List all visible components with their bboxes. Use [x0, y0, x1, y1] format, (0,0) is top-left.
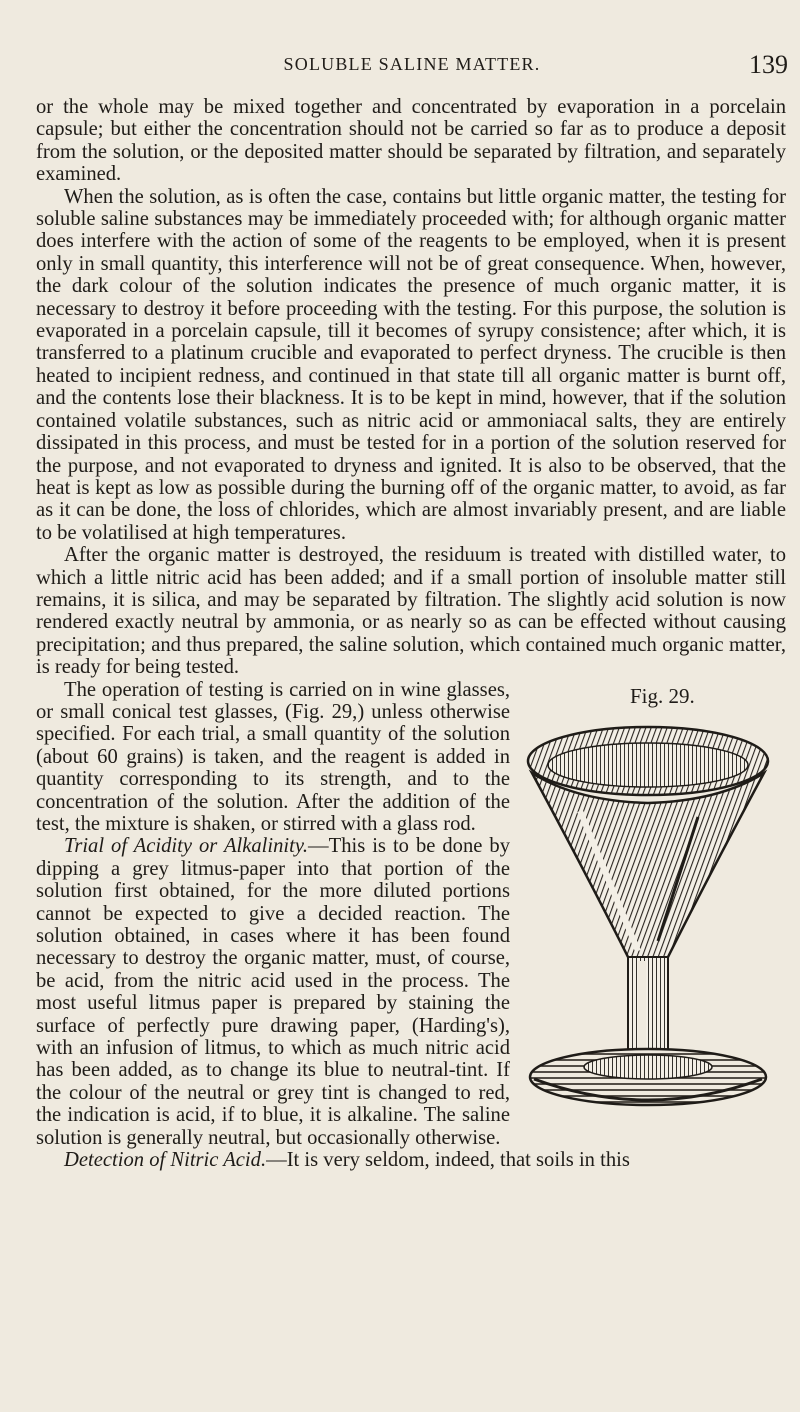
running-head: SOLUBLE SALINE MATTER. — [283, 54, 541, 74]
trial-heading: Trial of Acidity or Alkalinity. — [64, 835, 309, 858]
page-number: 139 — [749, 50, 788, 79]
figure-29 — [520, 685, 790, 1123]
detection-text: —It is very seldom, indeed, that soils in this — [266, 1149, 630, 1172]
trial-text: —This is to be done by dipping a grey litmus-paper into that portion of the solution first obtained, for the more diluted portions cannot be expected to give a decided reaction. The solution obtained, in cases where it has been found necessary to destroy the organic matter, must, of course, be acid, from the nitric acid used in the process. The most useful litmus paper is prepared by staining the surface of perfectly pure drawing paper, (Harding's), with an infusion of litmus, to which as much nitric acid has been added, as to change its blue to neutral-tint. If the colour of the neutral or grey tint is changed to red, the indication is acid, if to blue, it is alkaline. The saline solution is generally neutral, but occasionally otherwise. — [36, 835, 510, 1149]
paragraph: After the organic matter is destroyed, the residuum is treated with distilled water, to which a little nitric acid has been added; and if a small portion of insoluble matter still remains, it is silica, and may be separated by filtration. The slightly acid solution is now rendered exactly neutral by ammonia, or as nearly so as can be effected without causing precipitation; and thus prepared, the saline solution, which contained much organic matter, is ready for being tested. — [36, 544, 786, 679]
page-header — [36, 50, 788, 84]
detection-heading: Detection of Nitric Acid. — [64, 1149, 267, 1172]
detection-paragraph — [36, 1149, 786, 1171]
conical-test-glass-icon — [520, 721, 790, 1121]
paragraph: or the whole may be mixed together and concentrated by evaporation in a porcelain capsule; but either the concentration should not be carried so far as to produce a deposit from the solution, or the deposited matter should be separated by filtration, and separately examined. — [36, 96, 786, 186]
paragraph: When the solution, as is often the case, contains but little organic matter, the testing for soluble saline substances may be immediately proceeded with; for although organic matter does interfere with the action of some of the reagents to be employed, when it is present only in small quantity, this interference will not be of great consequence. When, however, the dark colour of the solution indicates the presence of much organic matter, it is necessary to destroy it before proceeding with the testing. For this purpose, the solution is evaporated in a porcelain capsule, till it becomes of syrupy consistence; after which, it is transferred to a platinum crucible and evaporated to perfect dryness. The crucible is then heated to incipient redness, and continued in that state till all organic matter is burnt off, and the contents lose their blackness. It is to be kept in mind, however, that if the solution contained volatile substances, such as nitric acid or ammoniacal salts, they are entirely dissipated in this process, and must be tested for in a portion of the solution reserved for the purpose, and not evaporated to dryness and ignited. It is also to be observed, that the heat is kept as low as possible during the burning off of the organic matter, to avoid, as far as it can be done, the loss of chlorides, which are almost invariably present, and are liable to be volatilised at high temperatures. — [36, 185, 786, 544]
paragraph: The operation of testing is carried on in wine glasses, or small conical test glasses, (Fig. 29,) unless otherwise specified. For each trial, a small quantity of the solution (about 60 grains) is taken, and the reagent is added in quantity corresponding to its strength, and to the concentration of the solution. After the addition of the test, the mixture is shaken, or stirred with a glass rod. — [36, 678, 510, 835]
body-text — [36, 96, 786, 1172]
figure-caption: Fig. 29. — [630, 683, 695, 708]
